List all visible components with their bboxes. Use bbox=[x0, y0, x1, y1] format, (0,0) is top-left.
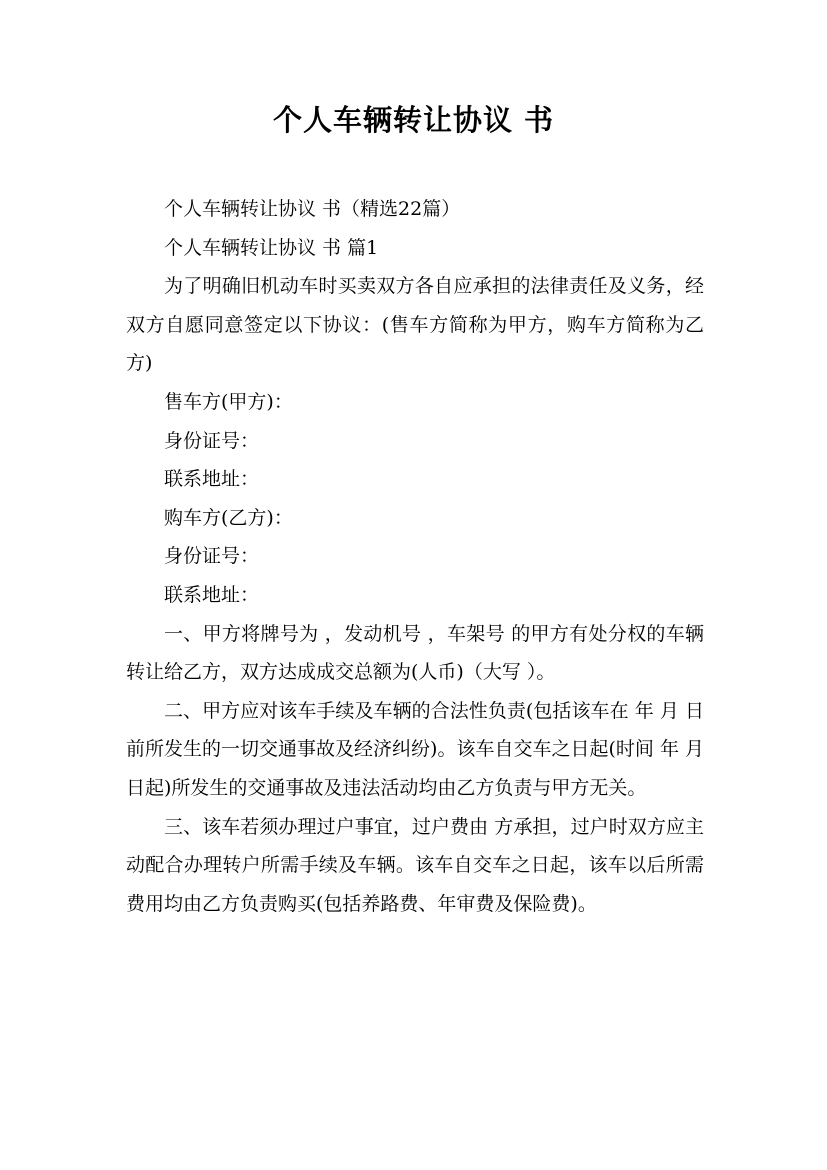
paragraph-intro: 为了明确旧机动车时买卖双方各自应承担的法律责任及义务，经双方自愿同意签定以下协议：(售车方简称为甲方，购车方简称为乙方) bbox=[126, 275, 704, 375]
document-body bbox=[126, 190, 704, 923]
document-title: 个人车辆转让协议 书 bbox=[272, 103, 555, 137]
paragraph-section-heading: 个人车辆转让协议 书 篇1 bbox=[164, 236, 379, 259]
seller-id-label: 身份证号： bbox=[164, 429, 260, 452]
clause-3: 三、该车若须办理过户事宜，过户费由 方承担，过户时双方应主动配合办理转户所需手续及车辆。该车自交车之日起，该车以后所需费用均由乙方负责购买(包括养路费、年审费及保险费)。 bbox=[126, 815, 704, 915]
seller-label: 售车方(甲方)： bbox=[164, 390, 293, 413]
seller-address-label: 联系地址： bbox=[164, 468, 260, 491]
buyer-label: 购车方(乙方)： bbox=[164, 506, 293, 529]
buyer-id-label: 身份证号： bbox=[164, 545, 260, 568]
buyer-address-label: 联系地址： bbox=[164, 583, 260, 606]
paragraph-subtitle: 个人车辆转让协议 书（精选22篇） bbox=[164, 198, 461, 220]
clause-2: 二、甲方应对该车手续及车辆的合法性负责(包括该车在 年 月 日前所发生的一切交通事故及经济纠纷)。该车自交车之日起(时间 年 月 日起)所发生的交通事故及违法活动均由乙方负责与甲方无关。 bbox=[126, 699, 704, 799]
clause-1: 一、甲方将牌号为 ，发动机号 ，车架号 的甲方有处分权的车辆转让给乙方，双方达成成交总额为(人币)（大写 ）。 bbox=[126, 622, 704, 684]
